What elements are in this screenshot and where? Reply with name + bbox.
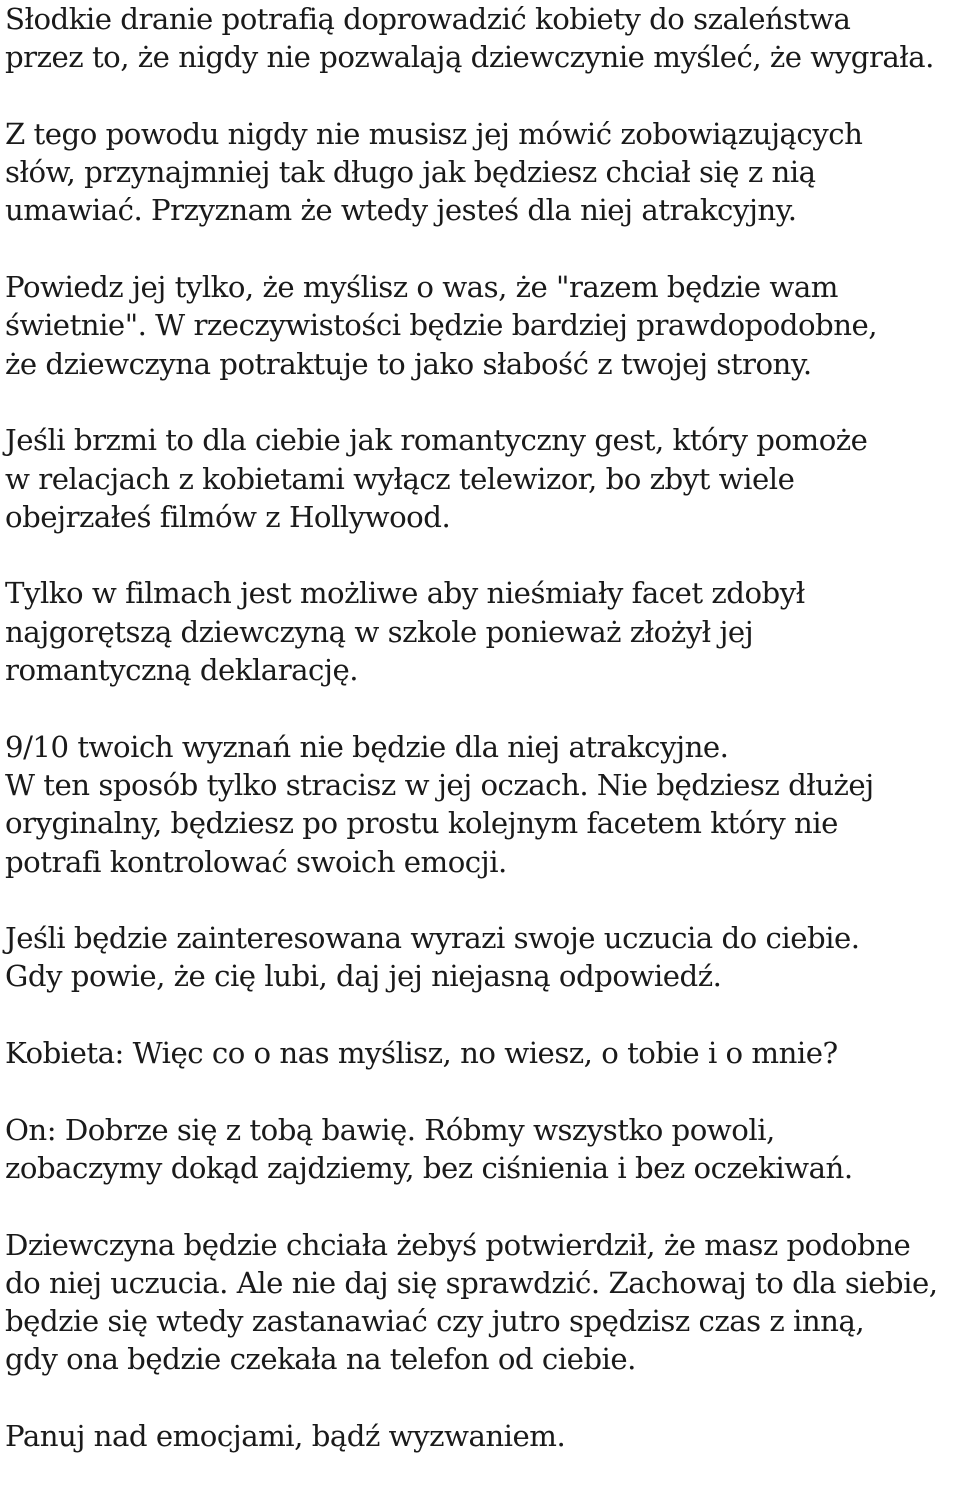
text-line: słów, przynajmniej tak długo jak będziesz chciał się z nią: [5, 155, 816, 190]
paragraph: [5, 1417, 955, 1455]
paragraph: [5, 421, 955, 536]
text-line: W ten sposób tylko stracisz w jej oczach. Nie będziesz dłużej: [5, 767, 874, 802]
paragraph: [5, 728, 955, 881]
text-line: zobaczymy dokąd zajdziemy, bez ciśnienia i bez oczekiwań.: [5, 1150, 853, 1185]
text-line: Powiedz jej tylko, że myślisz o was, że "razem będzie wam: [5, 270, 838, 305]
text-line: 9/10 twoich wyznań nie będzie dla niej atrakcyjne.: [5, 729, 729, 764]
text-line: potrafi kontrolować swoich emocji.: [5, 844, 507, 879]
paragraph: [5, 574, 955, 689]
text-line: Jeśli brzmi to dla ciebie jak romantyczny gest, który pomoże: [5, 423, 868, 458]
text-line: Jeśli będzie zainteresowana wyrazi swoje uczucia do ciebie.: [5, 921, 860, 956]
text-line: On: Dobrze się z tobą bawię. Róbmy wszystko powoli,: [5, 1112, 775, 1147]
text-line: gdy ona będzie czekała na telefon od ciebie.: [5, 1342, 636, 1377]
text-line: umawiać. Przyznam że wtedy jesteś dla niej atrakcyjny.: [5, 193, 797, 228]
text-line: Kobieta: Więc co o nas myślisz, no wiesz, o tobie i o mnie?: [5, 1036, 838, 1071]
text-line: Słodkie dranie potrafią doprowadzić kobiety do szaleństwa: [5, 2, 851, 36]
text-line: Gdy powie, że cię lubi, daj jej niejasną odpowiedź.: [5, 959, 722, 994]
paragraph: [5, 115, 955, 230]
paragraph: [5, 1034, 955, 1072]
text-line: świetnie". W rzeczywistości będzie bardziej prawdopodobne,: [5, 308, 878, 343]
text-line: że dziewczyna potraktuje to jako słabość z twojej strony.: [5, 346, 812, 381]
text-line: najgorętszą dziewczyną w szkole ponieważ złożył jej: [5, 614, 754, 649]
paragraph: [5, 1226, 955, 1379]
document-body: [5, 0, 955, 1494]
text-line: Tylko w filmach jest możliwe aby nieśmiały facet zdobył: [5, 576, 805, 611]
text-line: przez to, że nigdy nie pozwalają dziewczynie myśleć, że wygrała.: [5, 40, 934, 75]
text-line: oryginalny, będziesz po prostu kolejnym facetem który nie: [5, 806, 838, 841]
paragraph: [5, 0, 955, 77]
text-line: do niej uczucia. Ale nie daj się sprawdzić. Zachowaj to dla siebie,: [5, 1265, 938, 1300]
paragraph: [5, 919, 955, 996]
text-line: Panuj nad emocjami, bądź wyzwaniem.: [5, 1418, 566, 1453]
paragraph: [5, 268, 955, 383]
text-line: Z tego powodu nigdy nie musisz jej mówić zobowiązujących: [5, 116, 863, 151]
text-line: w relacjach z kobietami wyłącz telewizor, bo zbyt wiele: [5, 461, 795, 496]
text-line: romantyczną deklarację.: [5, 653, 359, 688]
text-line: Dziewczyna będzie chciała żebyś potwierdził, że masz podobne: [5, 1227, 911, 1262]
text-line: będzie się wtedy zastanawiać czy jutro spędzisz czas z inną,: [5, 1304, 865, 1339]
text-line: obejrzałeś filmów z Hollywood.: [5, 499, 451, 534]
paragraph: [5, 1111, 955, 1188]
